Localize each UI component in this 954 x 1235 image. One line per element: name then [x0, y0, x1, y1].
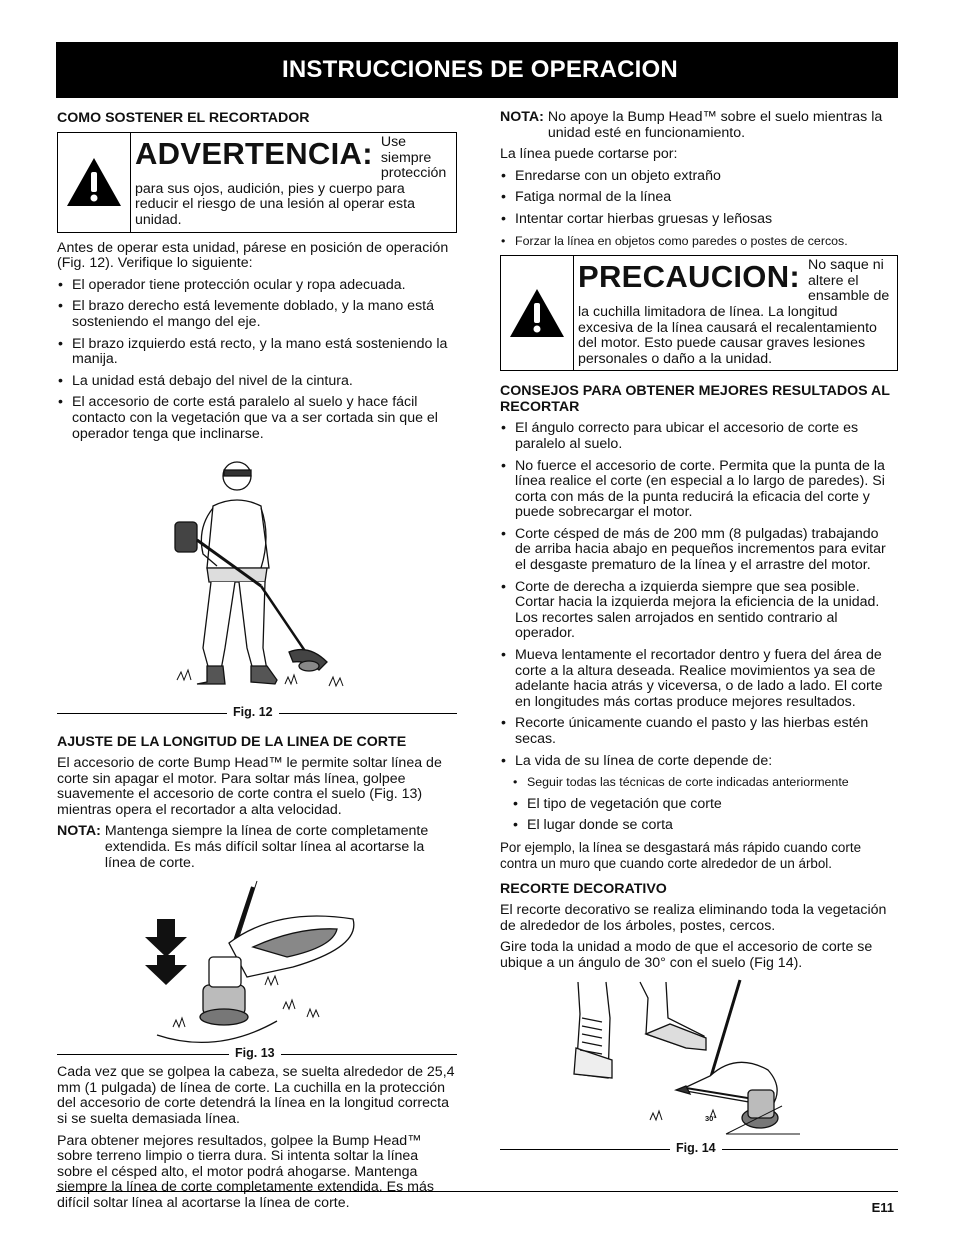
list-item: • Corte de derecha a izquierda siempre que sea posible. Cortar hacia la izquierda mejora la eficiencia de la unidad. Los recortes salen arrojados en sentido contrario al operador.	[500, 580, 898, 642]
list-item: • El tipo de vegetación que corte	[512, 797, 898, 813]
warning-text: Use siempre protección para sus ojos, audición, pies y cuerpo para reducir el riesgo de una lesión al operar esta unidad.	[135, 134, 447, 228]
example-paragraph: Por ejemplo, la línea se desgastará más rápido cuando corte contra un muro que cuando corte alrededor de un árbol.	[500, 839, 862, 871]
note-label: NOTA:	[500, 109, 544, 125]
angle-label: 30°	[705, 1113, 717, 1123]
list-item: • No fuerce el accesorio de corte. Permita que la punta de la línea realice el corte (en especial a lo largo de paredes). Si corta con más de la punta reducirá la eficacia del corte y puede sobrecargar el motor.	[500, 459, 898, 521]
list-item: • El lugar donde se corta	[512, 818, 898, 834]
figure-12	[57, 448, 457, 720]
list-item: • El brazo derecho está levemente doblado, y la mano está sosteniendo el mango del eje.	[57, 299, 457, 330]
decorative-trimming-illustration	[500, 978, 898, 1152]
bump-head-tapping-illustration	[57, 877, 457, 1051]
decorative-paragraph-2: Gire toda la unidad a modo de que el accesorio de corte se ubique a un ángulo de 30° con el suelo (Fig 14).	[500, 939, 873, 971]
list-item: • La vida de su línea de corte depende de:	[500, 754, 898, 770]
warning-triangle-icon	[501, 256, 574, 370]
line-life-factors	[500, 775, 898, 834]
decorative-section-title: RECORTE DECORATIVO	[500, 881, 667, 898]
list-item: • Mueva lentamente el recortador dentro y fuera del área de corte a la altura deseada. Realice movimientos ya sea de adelante hacia atrás y viceversa, o de lado a lado. El corte en longitudes más cortas produce mejores resultados.	[500, 648, 898, 710]
list-item: • El accesorio de corte está paralelo al suelo y hace fácil contacto con la vegetación que va a ser cortada sin que el operador tenga que inclinarse.	[57, 395, 457, 442]
list-item: • La unidad está debajo del nivel de la cintura.	[57, 374, 457, 390]
caution-title: PRECAUCION:	[578, 259, 801, 295]
list-item: • Corte césped de más de 200 mm (8 pulgadas) trabajando de arriba hacia abajo en pequeños incrementos para evitar el desgaste prematuro de la línea y el arrastre del motor.	[500, 527, 898, 574]
list-item: • Intentar cortar hierbas gruesas y leñosas	[500, 212, 898, 228]
caution-box	[500, 255, 898, 371]
left-column	[57, 110, 457, 1218]
warning-content	[131, 133, 456, 232]
footer-rule	[56, 1191, 898, 1192]
note-text: Mantenga siempre la línea de corte completamente extendida. Es más difícil soltar línea al acortarse la línea de corte.	[104, 823, 429, 871]
figure-13	[57, 877, 457, 1061]
figure-14-caption: Fig. 14	[670, 1141, 722, 1157]
right-column	[500, 110, 898, 1164]
list-item: • Enredarse con un objeto extraño	[500, 169, 898, 185]
decorative-paragraph-1: El recorte decorativo se realiza eliminando toda la vegetación de alrededor de los árboles, postes, cercos.	[500, 902, 887, 934]
warning-title: ADVERTENCIA:	[135, 136, 373, 171]
list-item: • Seguir todas las técnicas de corte indicadas anteriormente	[512, 775, 898, 791]
cut-intro: La línea puede cortarse por:	[500, 146, 678, 163]
note-text: No apoye la Bump Head™ sobre el suelo mientras la unidad esté en funcionamiento.	[547, 109, 883, 141]
operating-checklist	[57, 278, 457, 442]
bump-paragraph: Cada vez que se golpea la cabeza, se suelta alrededor de 25,4 mm (1 pulgada) de línea de corte. La cuchilla en la protección del accesorio de corte detendrá la línea en la longitud correcta si se suelta demasiada línea.	[57, 1064, 455, 1128]
list-item: • El operador tiene protección ocular y ropa adecuada.	[57, 278, 457, 294]
list-item: • Fatiga normal de la línea	[500, 190, 898, 206]
hold-intro: Antes de operar esta unidad, párese en posición de operación (Fig. 12). Verifique lo siguiente:	[57, 239, 449, 272]
warning-triangle-icon	[58, 133, 131, 232]
figure-14	[500, 978, 898, 1164]
adjust-section-title: AJUSTE DE LA LONGITUD DE LA LINEA DE CORTE	[57, 734, 407, 751]
list-item: • El brazo izquierdo está recto, y la mano está sosteniendo la manija.	[57, 337, 457, 368]
bump-head-note	[500, 110, 898, 141]
list-item: • Forzar la línea en objetos como paredes o postes de cercos.	[500, 234, 898, 250]
list-item: • El ángulo correcto para ubicar el accesorio de corte es paralelo al suelo.	[500, 421, 898, 452]
hold-section-title: COMO SOSTENER EL RECORTADOR	[57, 110, 310, 126]
figure-13-caption: Fig. 13	[229, 1046, 281, 1062]
section-header	[56, 42, 898, 98]
note-label: NOTA:	[57, 823, 101, 840]
page-title: INSTRUCCIONES DE OPERACION	[282, 56, 678, 83]
page-number: E11	[871, 1200, 894, 1215]
operator-holding-trimmer-illustration	[57, 448, 457, 710]
adjust-paragraph: El accesorio de corte Bump Head™ le permite soltar línea de corte sin apagar el motor. Para soltar más línea, golpee suavemente el accesorio de corte contra el suelo (Fig. 13) mientras opera el recortador a alta velocidad.	[57, 755, 442, 818]
adjust-note	[57, 824, 457, 871]
best-results-paragraph: Para obtener mejores resultados, golpee la Bump Head™ sobre terreno limpio o tierra dura. Si intenta soltar la línea sobre el césped alto, el motor podrá ahogarse. Mantenga siempre la línea de corte completamente extendida. Es más difícil soltar línea al acortarse la línea de corte.	[57, 1132, 434, 1211]
line-cut-causes	[500, 169, 898, 249]
tips-section-title: CONSEJOS PARA OBTENER MEJORES RESULTADOS AL RECORTAR	[500, 383, 890, 416]
warning-box	[57, 132, 457, 233]
list-item: • Recorte únicamente cuando el pasto y las hierbas estén secas.	[500, 716, 898, 747]
caution-text: No saque ni altere el ensamble de la cuchilla limitadora de línea. La longitud excesiva de la línea causará el recalentamiento del motor. Esto puede causar graves lesiones personales o daño a la unidad.	[578, 257, 890, 367]
caution-content	[574, 256, 897, 370]
trimming-tips	[500, 421, 898, 769]
figure-12-caption: Fig. 12	[227, 705, 279, 721]
